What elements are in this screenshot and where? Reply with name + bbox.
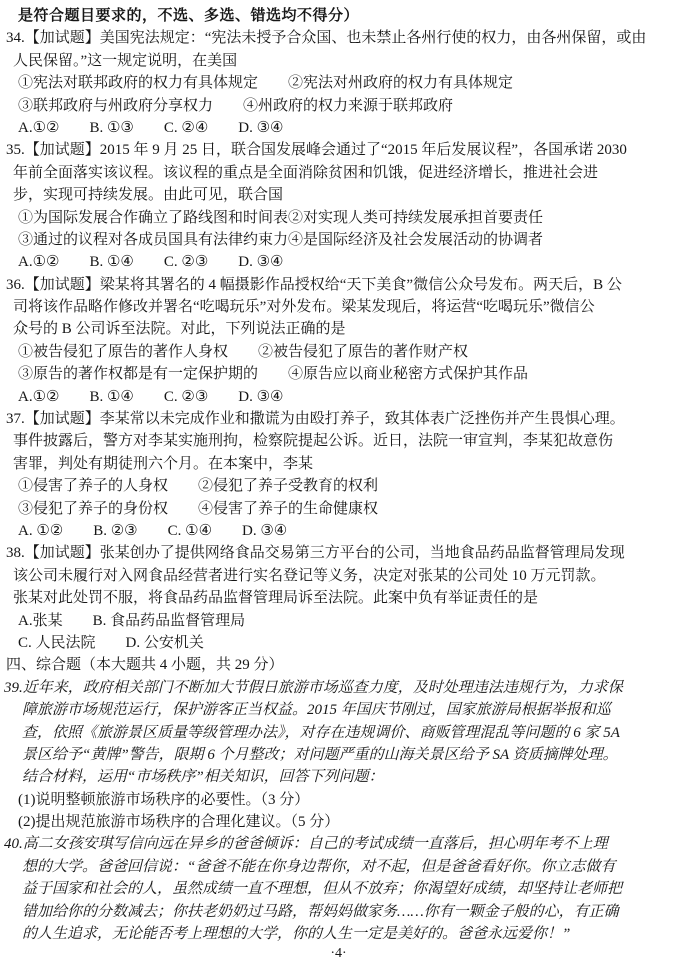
q39-material-line: 结合材料，运用“市场秩序”相关知识，回答下列问题： xyxy=(22,769,384,786)
q37-options-line: ①侵害了养子的人身权 ②侵犯了养子受教育的权利 xyxy=(18,478,379,495)
q39-material-line: 景区给予“黄牌”警告，限期 6 个月整改；对问题严重的山海关景区给予 SA 资质摘牌处理。 xyxy=(22,746,618,763)
q34-options-line: ①宪法对联邦政府的权力有具体规定 ②宪法对州政府的权力有具体规定 xyxy=(18,75,514,92)
q39-material-line: 39.近年来，政府相关部门不断加大节假日旅游市场巡查力度，及时处理违法违规行为，力求保 xyxy=(4,679,623,696)
q34-stem-line: 人民保留。”这一规定说明，在美国 xyxy=(13,52,238,69)
q38-stem-line: 该公司未履行对入网食品经营者进行实名登记等义务，决定对张某的公司处 10 万元罚款。 xyxy=(13,567,606,584)
instructions-tail-line: 是符合题目要求的，不选、多选、错选均不得分） xyxy=(18,7,360,24)
q36-options-line: ③原告的著作权都是有一定保护期的 ④原告应以商业秘密方式保护其作品 xyxy=(18,366,529,383)
q36-answer-choices: A.①② B. ①④ C. ②③ D. ③④ xyxy=(18,388,284,405)
q38-stem-line: 38.【加试题】张某创办了提供网络食品交易第三方平台的公司，当地食品药品监督管理局发现 xyxy=(6,545,625,562)
q37-stem-line: 事件披露后，警方对李某实施刑拘，检察院提起公诉。近日，法院一审宣判，李某犯故意伤 xyxy=(13,433,614,450)
question-39 xyxy=(0,677,677,834)
q34-answer-choices: A.①② B. ①③ C. ②④ D. ③④ xyxy=(18,119,284,136)
q37-stem-line: 害罪，判处有期徒刑六个月。在本案中，李某 xyxy=(13,455,314,472)
q39-subquestion-2: (2)提出规范旅游市场秩序的合理化建议。（5 分） xyxy=(18,814,340,831)
q37-stem-line: 37.【加试题】李某常以未完成作业和撒谎为由殴打养子，致其体表广泛挫伤并产生畏惧心理。 xyxy=(6,411,625,428)
question-35 xyxy=(0,139,677,273)
question-38 xyxy=(0,542,677,654)
q40-material-line: 40.高二女孩安琪写信向远在异乡的爸爸倾诉：自己的考试成绩一直落后，担心明年考不上理 xyxy=(4,836,608,853)
q35-options-line: ③通过的议程对各成员国具有法律约束力④是国际经济及社会发展活动的协调者 xyxy=(18,231,544,248)
question-34 xyxy=(0,27,677,139)
q40-material-line: 的人生追求，无论能否考上理想的大学，你的人生一定是美好的。爸爸永远爱你！” xyxy=(22,926,571,943)
q34-options-line: ③联邦政府与州政府分享权力 ④州政府的权力来源于联邦政府 xyxy=(18,97,454,114)
q39-material-line: 查，依照《旅游景区质量等级管理办法》，对存在违规调价、商贩管理混乱等问题的 6 家 5A xyxy=(22,724,620,741)
q39-subquestion-1: (1)说明整顿旅游市场秩序的必要性。（3 分） xyxy=(18,791,310,808)
page-number: ·4· xyxy=(330,945,347,961)
q40-material-line: 错加给你的分数减去；你扶老奶奶过马路，帮妈妈做家务……你有一颗金子般的心，有正确 xyxy=(22,903,619,920)
q37-answer-choices: A. ①② B. ②③ C. ①④ D. ③④ xyxy=(18,522,288,539)
question-40 xyxy=(0,833,677,945)
q36-stem-line: 36.【加试题】梁某将其署名的 4 幅摄影作品授权给“天下美食”微信公众号发布。两天后，B 公 xyxy=(6,276,622,293)
q38-stem-line: 张某对此处罚不服，将食品药品监督管理局诉至法院。此案中负有举证责任的是 xyxy=(13,590,539,607)
q38-answer-choices: A.张某 B. 食品药品监督管理局 xyxy=(18,612,246,629)
q38-answer-choices: C. 人民法院 D. 公安机关 xyxy=(18,634,204,651)
q36-stem-line: 众号的 B 公司诉至法院。对此，下列说法正确的是 xyxy=(13,321,346,338)
q35-stem-line: 步，实现可持续发展。由此可见，联合国 xyxy=(13,187,284,204)
q36-stem-line: 司将该作品略作修改并署名“吃喝玩乐”对外发布。梁某发现后，将运营“吃喝玩乐”微信公 xyxy=(13,299,595,316)
q35-stem-line: 年前全面落实该议程。该议程的重点是全面消除贫困和饥饿，促进经济增长，推进社会进 xyxy=(13,164,599,181)
q40-material-line: 益于国家和社会的人，虽然成绩一直不理想，但从不放弃；你渴望好成绩，却坚持让老师把 xyxy=(22,881,623,898)
q35-options-line: ①为国际发展合作确立了路线图和时间表②对实现人类可持续发展承担首要责任 xyxy=(18,209,544,226)
section-4-heading: 四、综合题（本大题共 4 小题，共 29 分） xyxy=(6,657,284,674)
q35-stem-line: 35.【加试题】2015 年 9 月 25 日，联合国发展峰会通过了“2015 年后发展议程”，各国承诺 2030 xyxy=(6,142,627,159)
question-37 xyxy=(0,408,677,542)
q37-options-line: ③侵犯了养子的身份权 ④侵害了养子的生命健康权 xyxy=(18,500,379,517)
question-36 xyxy=(0,274,677,408)
q36-options-line: ①被告侵犯了原告的著作人身权 ②被告侵犯了原告的著作财产权 xyxy=(18,343,469,360)
q39-material-line: 障旅游市场规范运行，保护游客正当权益。2015 年国庆节刚过，国家旅游局根据举报和巡 xyxy=(22,702,611,719)
q40-material-line: 想的大学。爸爸回信说：“爸爸不能在你身边帮你，对不起，但是爸爸看好你。你立志做有 xyxy=(22,858,616,875)
q35-answer-choices: A.①② B. ①④ C. ②③ D. ③④ xyxy=(18,254,284,271)
q34-stem-line: 34.【加试题】美国宪法规定：“宪法未授予合众国、也未禁止各州行使的权力，由各州保留，或由 xyxy=(6,30,647,47)
